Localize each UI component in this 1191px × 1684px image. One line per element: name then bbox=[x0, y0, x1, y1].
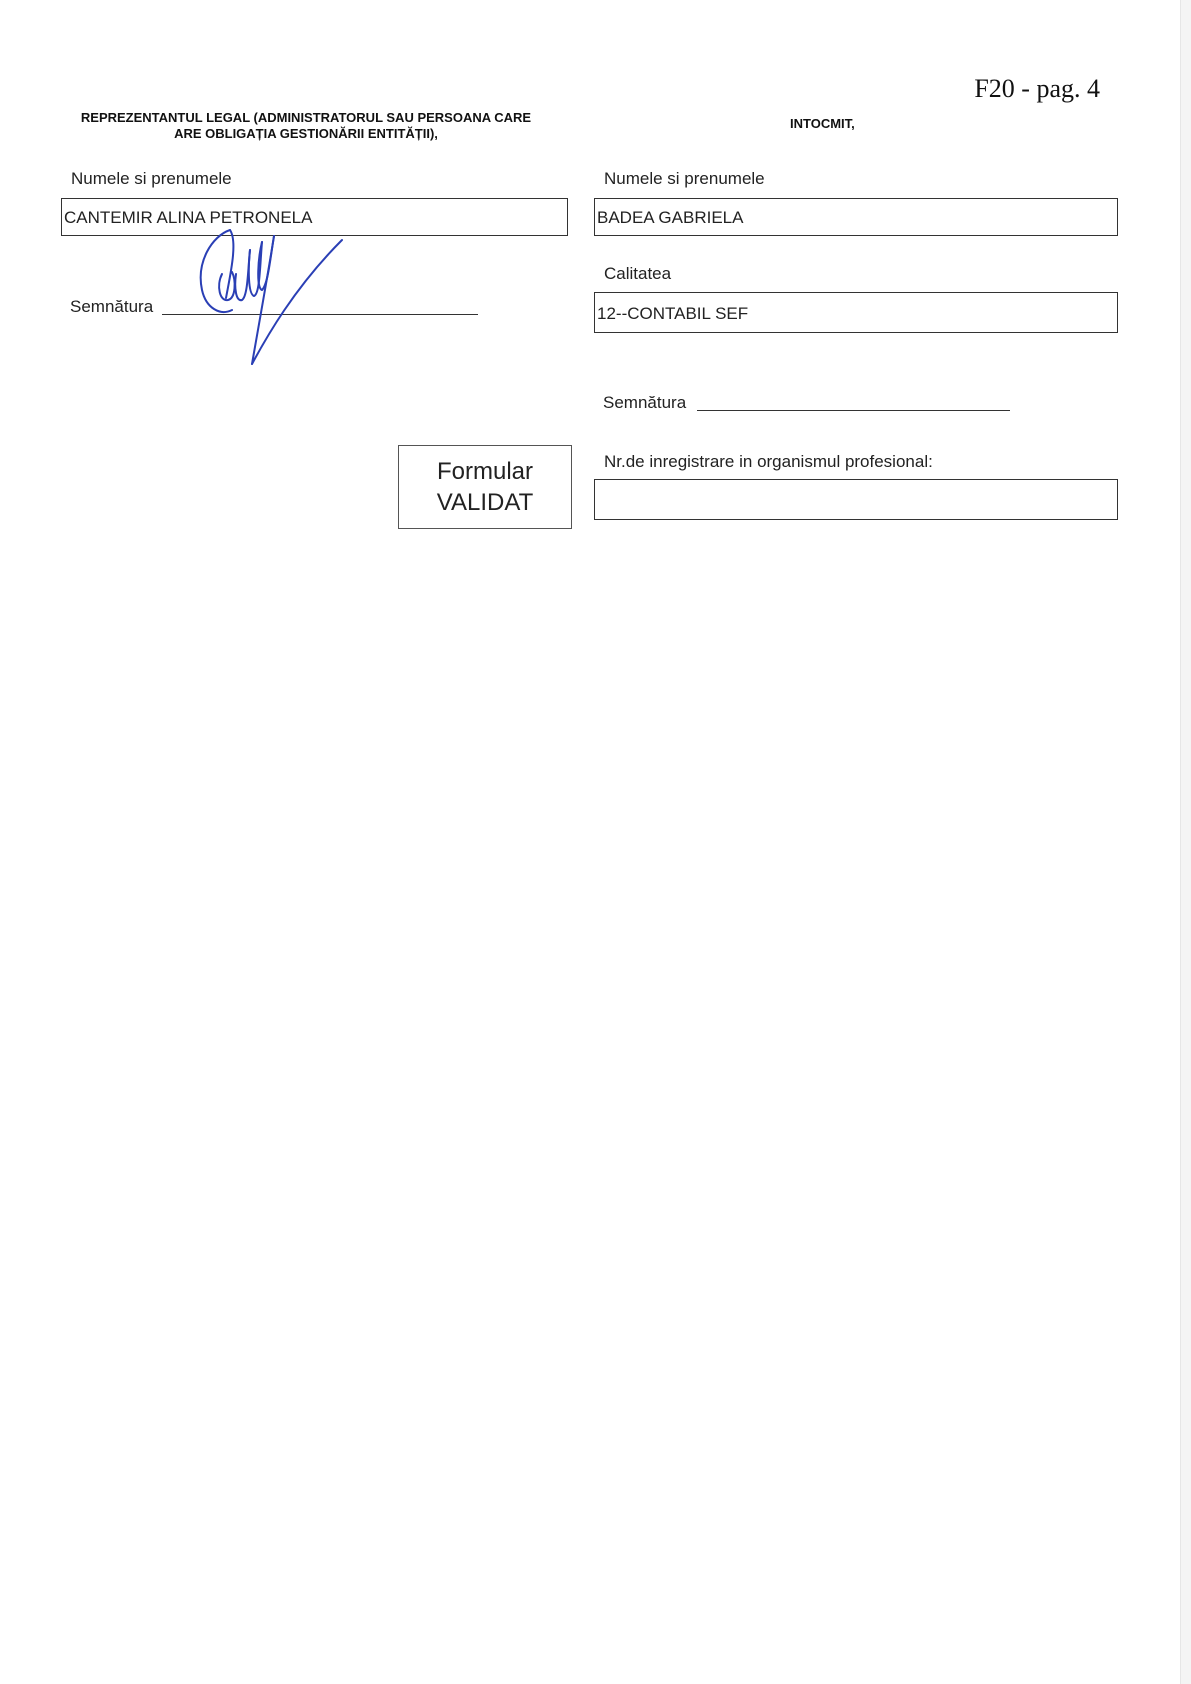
left-name-label: Numele si prenumele bbox=[71, 169, 232, 188]
stamp-line1: Formular bbox=[436, 458, 533, 485]
form-validated-stamp bbox=[398, 445, 572, 529]
registration-label: Nr.de inregistrare in organismul profesional: bbox=[604, 452, 933, 471]
prepared-by-heading: INTOCMIT, bbox=[790, 116, 855, 131]
quality-field: 12--CONTABIL SEF bbox=[594, 292, 1118, 333]
right-name-label: Numele si prenumele bbox=[604, 169, 765, 188]
legal-representative-heading-line1: REPREZENTANTUL LEGAL (ADMINISTRATORUL SAU PERSOANA CARE bbox=[80, 110, 532, 125]
stamp-line2: VALIDAT bbox=[436, 489, 534, 516]
left-signature-label: Semnătura bbox=[70, 297, 154, 316]
right-name-field: BADEA GABRIELA bbox=[594, 198, 1118, 236]
handwritten-signature bbox=[190, 228, 360, 373]
page-number: F20 - pag. 4 bbox=[974, 74, 1100, 103]
quality-label: Calitatea bbox=[604, 264, 672, 283]
right-signature-label: Semnătura bbox=[603, 393, 687, 412]
legal-representative-heading-line2: ARE OBLIGAȚIA GESTIONĂRII ENTITĂȚII), bbox=[174, 126, 438, 141]
left-name-field: CANTEMIR ALINA PETRONELA bbox=[61, 198, 568, 236]
legal-representative-heading bbox=[60, 110, 552, 142]
registration-field bbox=[594, 479, 1118, 520]
right-signature-line bbox=[697, 410, 1010, 411]
